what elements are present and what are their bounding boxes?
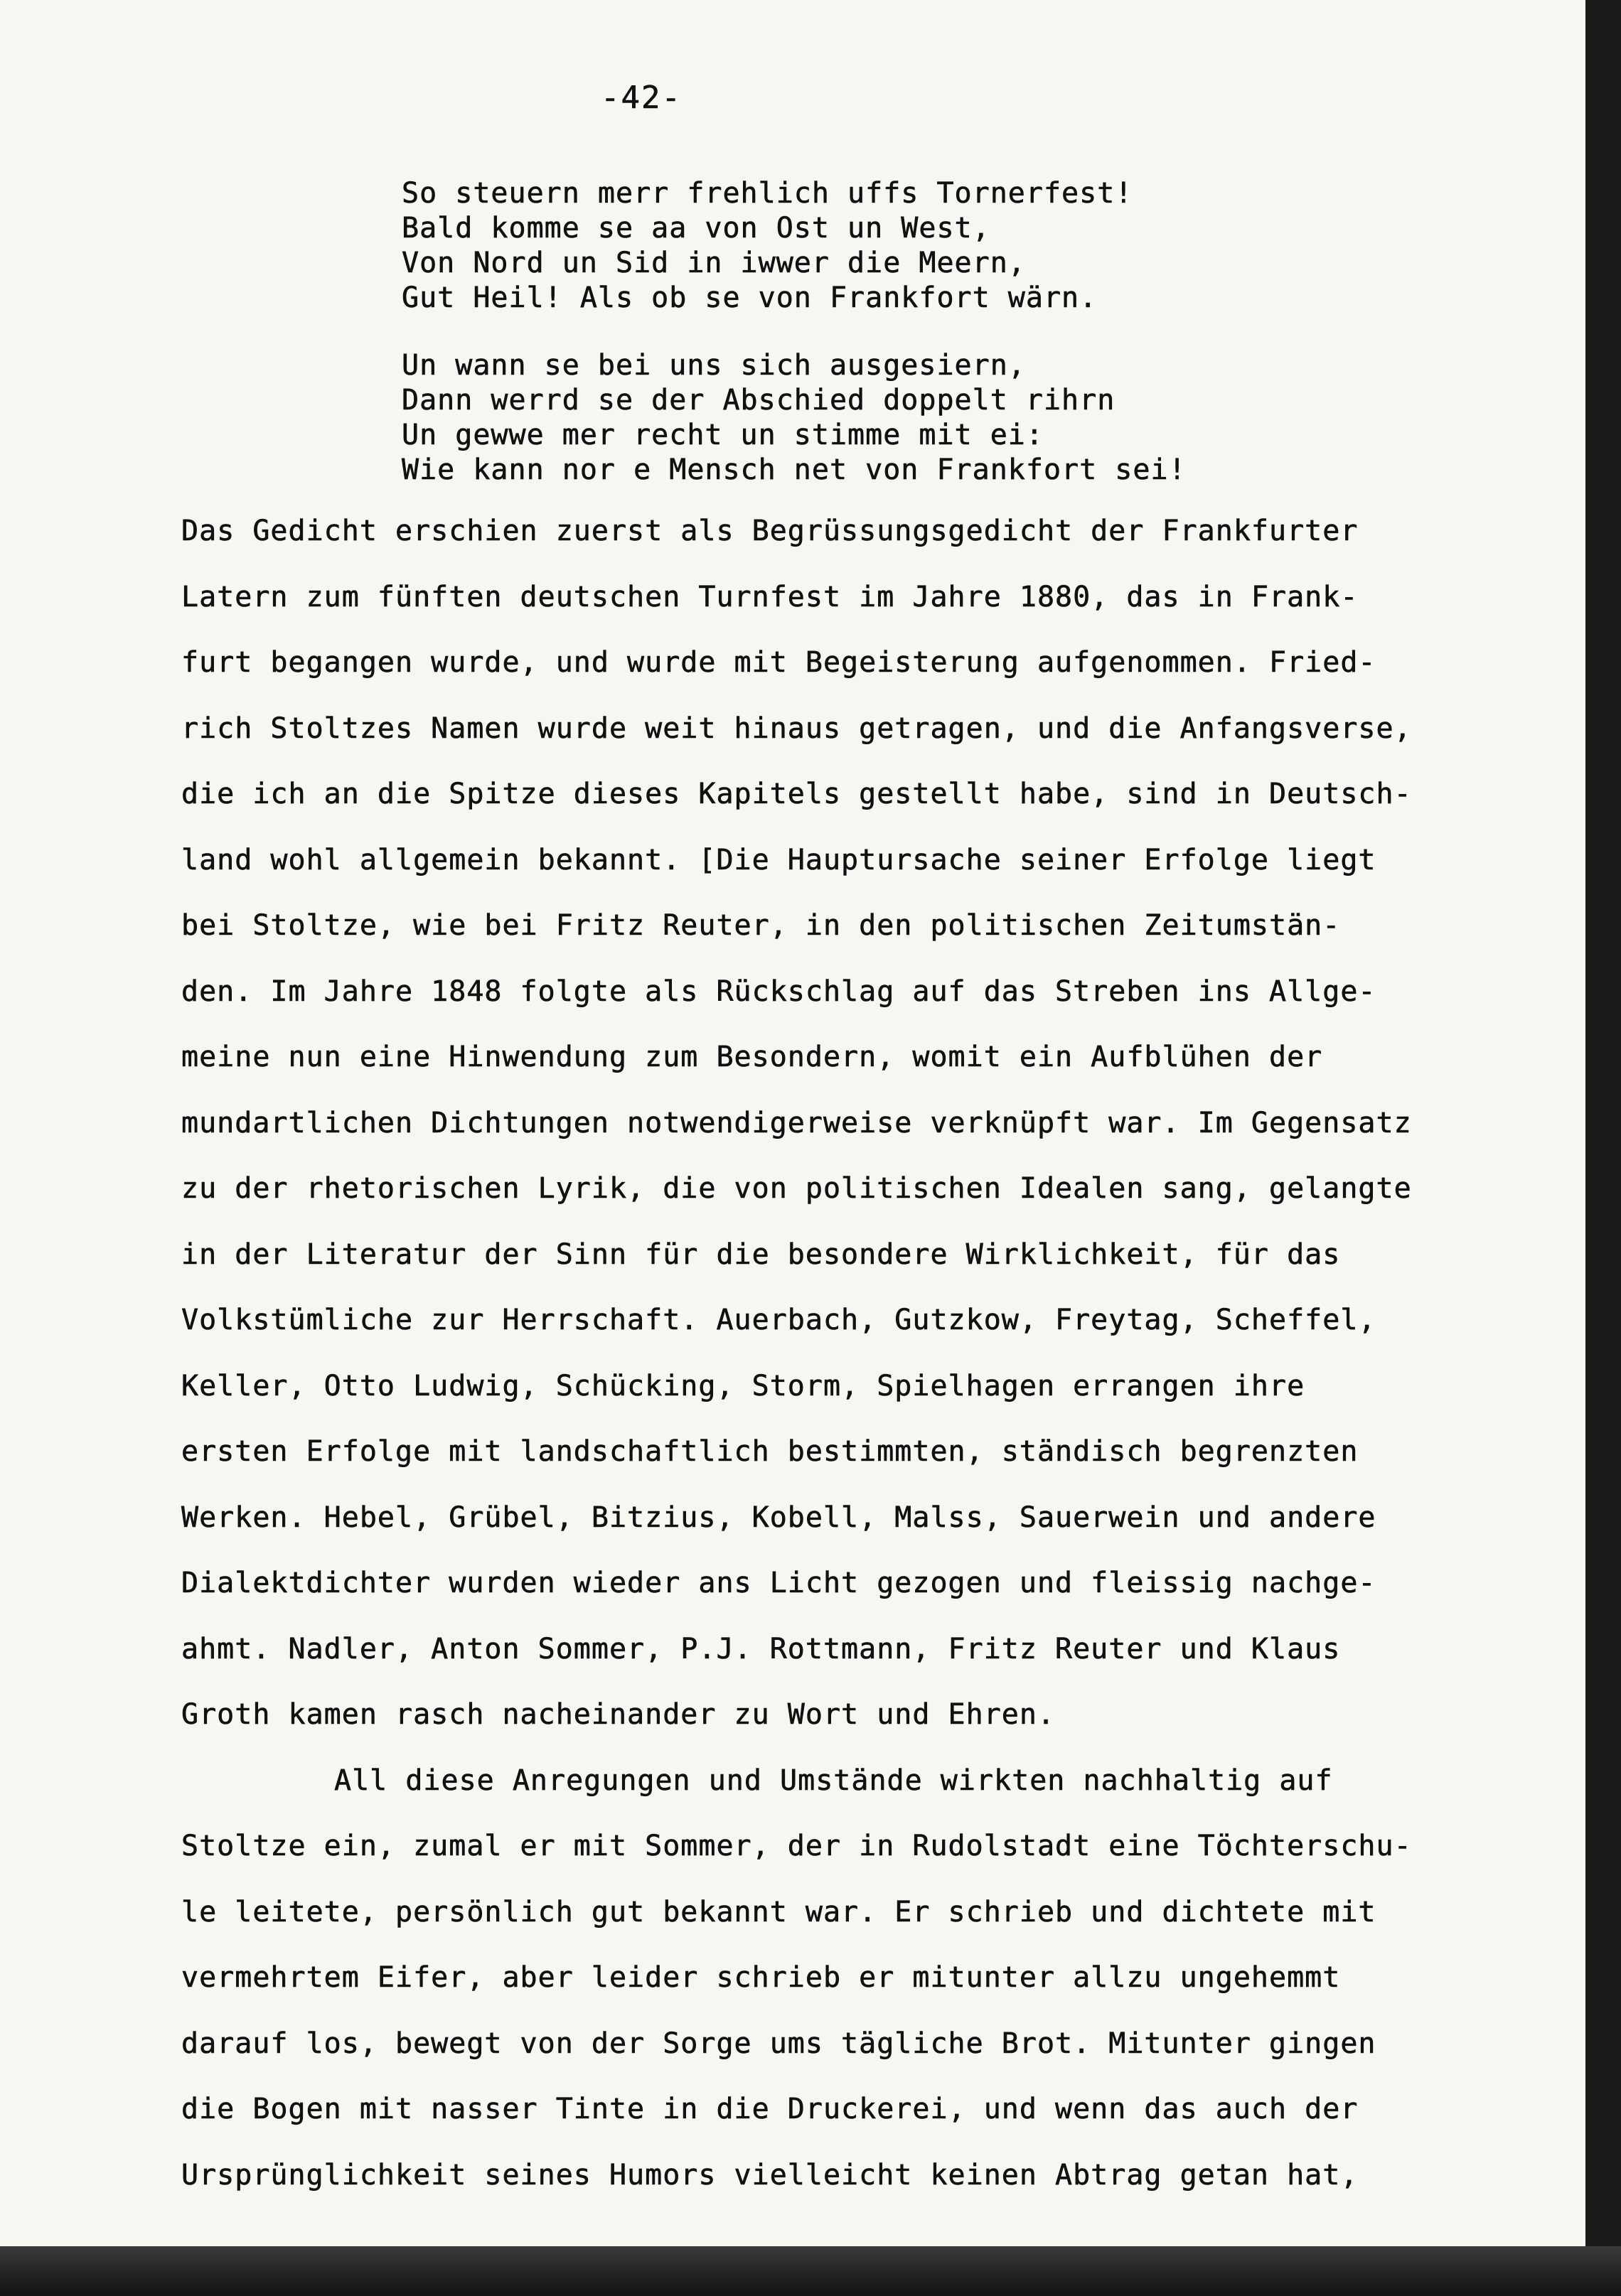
poem-line: Von Nord un Sid in iwwer die Meern,	[402, 247, 1026, 279]
paragraph-1	[181, 513, 1582, 1763]
poem-line: Wie kann nor e Mensch net von Frankfort sei!	[402, 454, 1187, 486]
text-line: meine nun eine Hinwendung zum Besondern, womit ein Aufblühen der	[181, 1041, 1323, 1073]
poem-line: Gut Heil! Als ob se von Frankfort wärn.	[402, 281, 1098, 314]
poem-line: Bald komme se aa von Ost un West,	[402, 212, 990, 245]
text-line: Werken. Hebel, Grübel, Bitzius, Kobell, Malss, Sauerwein und andere	[181, 1501, 1376, 1534]
text-line: ersten Erfolge mit landschaftlich bestimmten, ständisch begrenzten	[181, 1435, 1359, 1468]
text-line: in der Literatur der Sinn für die besondere Wirklichkeit, für das	[181, 1238, 1341, 1271]
text-line: Das Gedicht erschien zuerst als Begrüssungsgedicht der Frankfurter	[181, 515, 1359, 547]
text-line: zu der rhetorischen Lyrik, die von politischen Idealen sang, gelangte	[181, 1172, 1412, 1205]
text-line: darauf los, bewegt von der Sorge ums tägliche Brot. Mitunter gingen	[181, 2027, 1376, 2060]
text-line: furt begangen wurde, und wurde mit Begeisterung aufgenommen. Fried-	[181, 646, 1376, 679]
poem-line: Un wann se bei uns sich ausgesiern,	[402, 349, 1026, 382]
text-line: vermehrtem Eifer, aber leider schrieb er mitunter allzu ungehemmt	[181, 1961, 1341, 1994]
page-number: -42-	[601, 80, 682, 116]
text-line: All diese Anregungen und Umstände wirkten nachhaltig auf	[334, 1764, 1333, 1797]
poem-line: Dann werrd se der Abschied doppelt rihrn	[402, 384, 1116, 417]
text-line: ahmt. Nadler, Anton Sommer, P.J. Rottmann, Fritz Reuter und Klaus	[181, 1632, 1341, 1665]
scan-edge-right	[1585, 0, 1621, 2296]
text-line: Groth kamen rasch nacheinander zu Wort und Ehren.	[181, 1698, 1056, 1731]
poem-line: Un gewwe mer recht un stimme mit ei:	[402, 419, 1044, 451]
text-line: Keller, Otto Ludwig, Schücking, Storm, Spielhagen errangen ihre	[181, 1369, 1305, 1402]
poem-stanza-1	[402, 176, 1133, 316]
scan-edge-bottom	[0, 2246, 1621, 2296]
paragraph-2	[181, 1763, 1582, 2223]
text-line: mundartlichen Dichtungen notwendigerweise verknüpft war. Im Gegensatz	[181, 1106, 1412, 1139]
text-line: Volkstümliche zur Herrschaft. Auerbach, Gutzkow, Freytag, Scheffel,	[181, 1304, 1376, 1336]
poem-stanza-2	[402, 348, 1187, 488]
text-line: Latern zum fünften deutschen Turnfest im Jahre 1880, das in Frank-	[181, 580, 1359, 613]
poem-line: So steuern merr frehlich uffs Tornerfest!	[402, 177, 1133, 210]
text-line: Dialektdichter wurden wieder ans Licht gezogen und fleissig nachge-	[181, 1567, 1376, 1599]
body-text	[181, 513, 1582, 2223]
text-line: bei Stoltze, wie bei Fritz Reuter, in den politischen Zeitumstän-	[181, 909, 1341, 942]
text-line: land wohl allgemein bekannt. [Die Hauptursache seiner Erfolge liegt	[181, 843, 1376, 876]
text-line: den. Im Jahre 1848 folgte als Rückschlag auf das Streben ins Allge-	[181, 975, 1376, 1008]
text-line: Stoltze ein, zumal er mit Sommer, der in Rudolstadt eine Töchterschu-	[181, 1830, 1412, 1862]
text-line: die ich an die Spitze dieses Kapitels gestellt habe, sind in Deutsch-	[181, 778, 1412, 810]
text-line: die Bogen mit nasser Tinte in die Druckerei, und wenn das auch der	[181, 2093, 1359, 2125]
text-line: rich Stoltzes Namen wurde weit hinaus getragen, und die Anfangsverse,	[181, 712, 1412, 745]
text-line: Ursprünglichkeit seines Humors vielleicht keinen Abtrag getan hat,	[181, 2158, 1359, 2192]
text-line: le leitete, persönlich gut bekannt war. Er schrieb und dichtete mit	[181, 1895, 1376, 1928]
